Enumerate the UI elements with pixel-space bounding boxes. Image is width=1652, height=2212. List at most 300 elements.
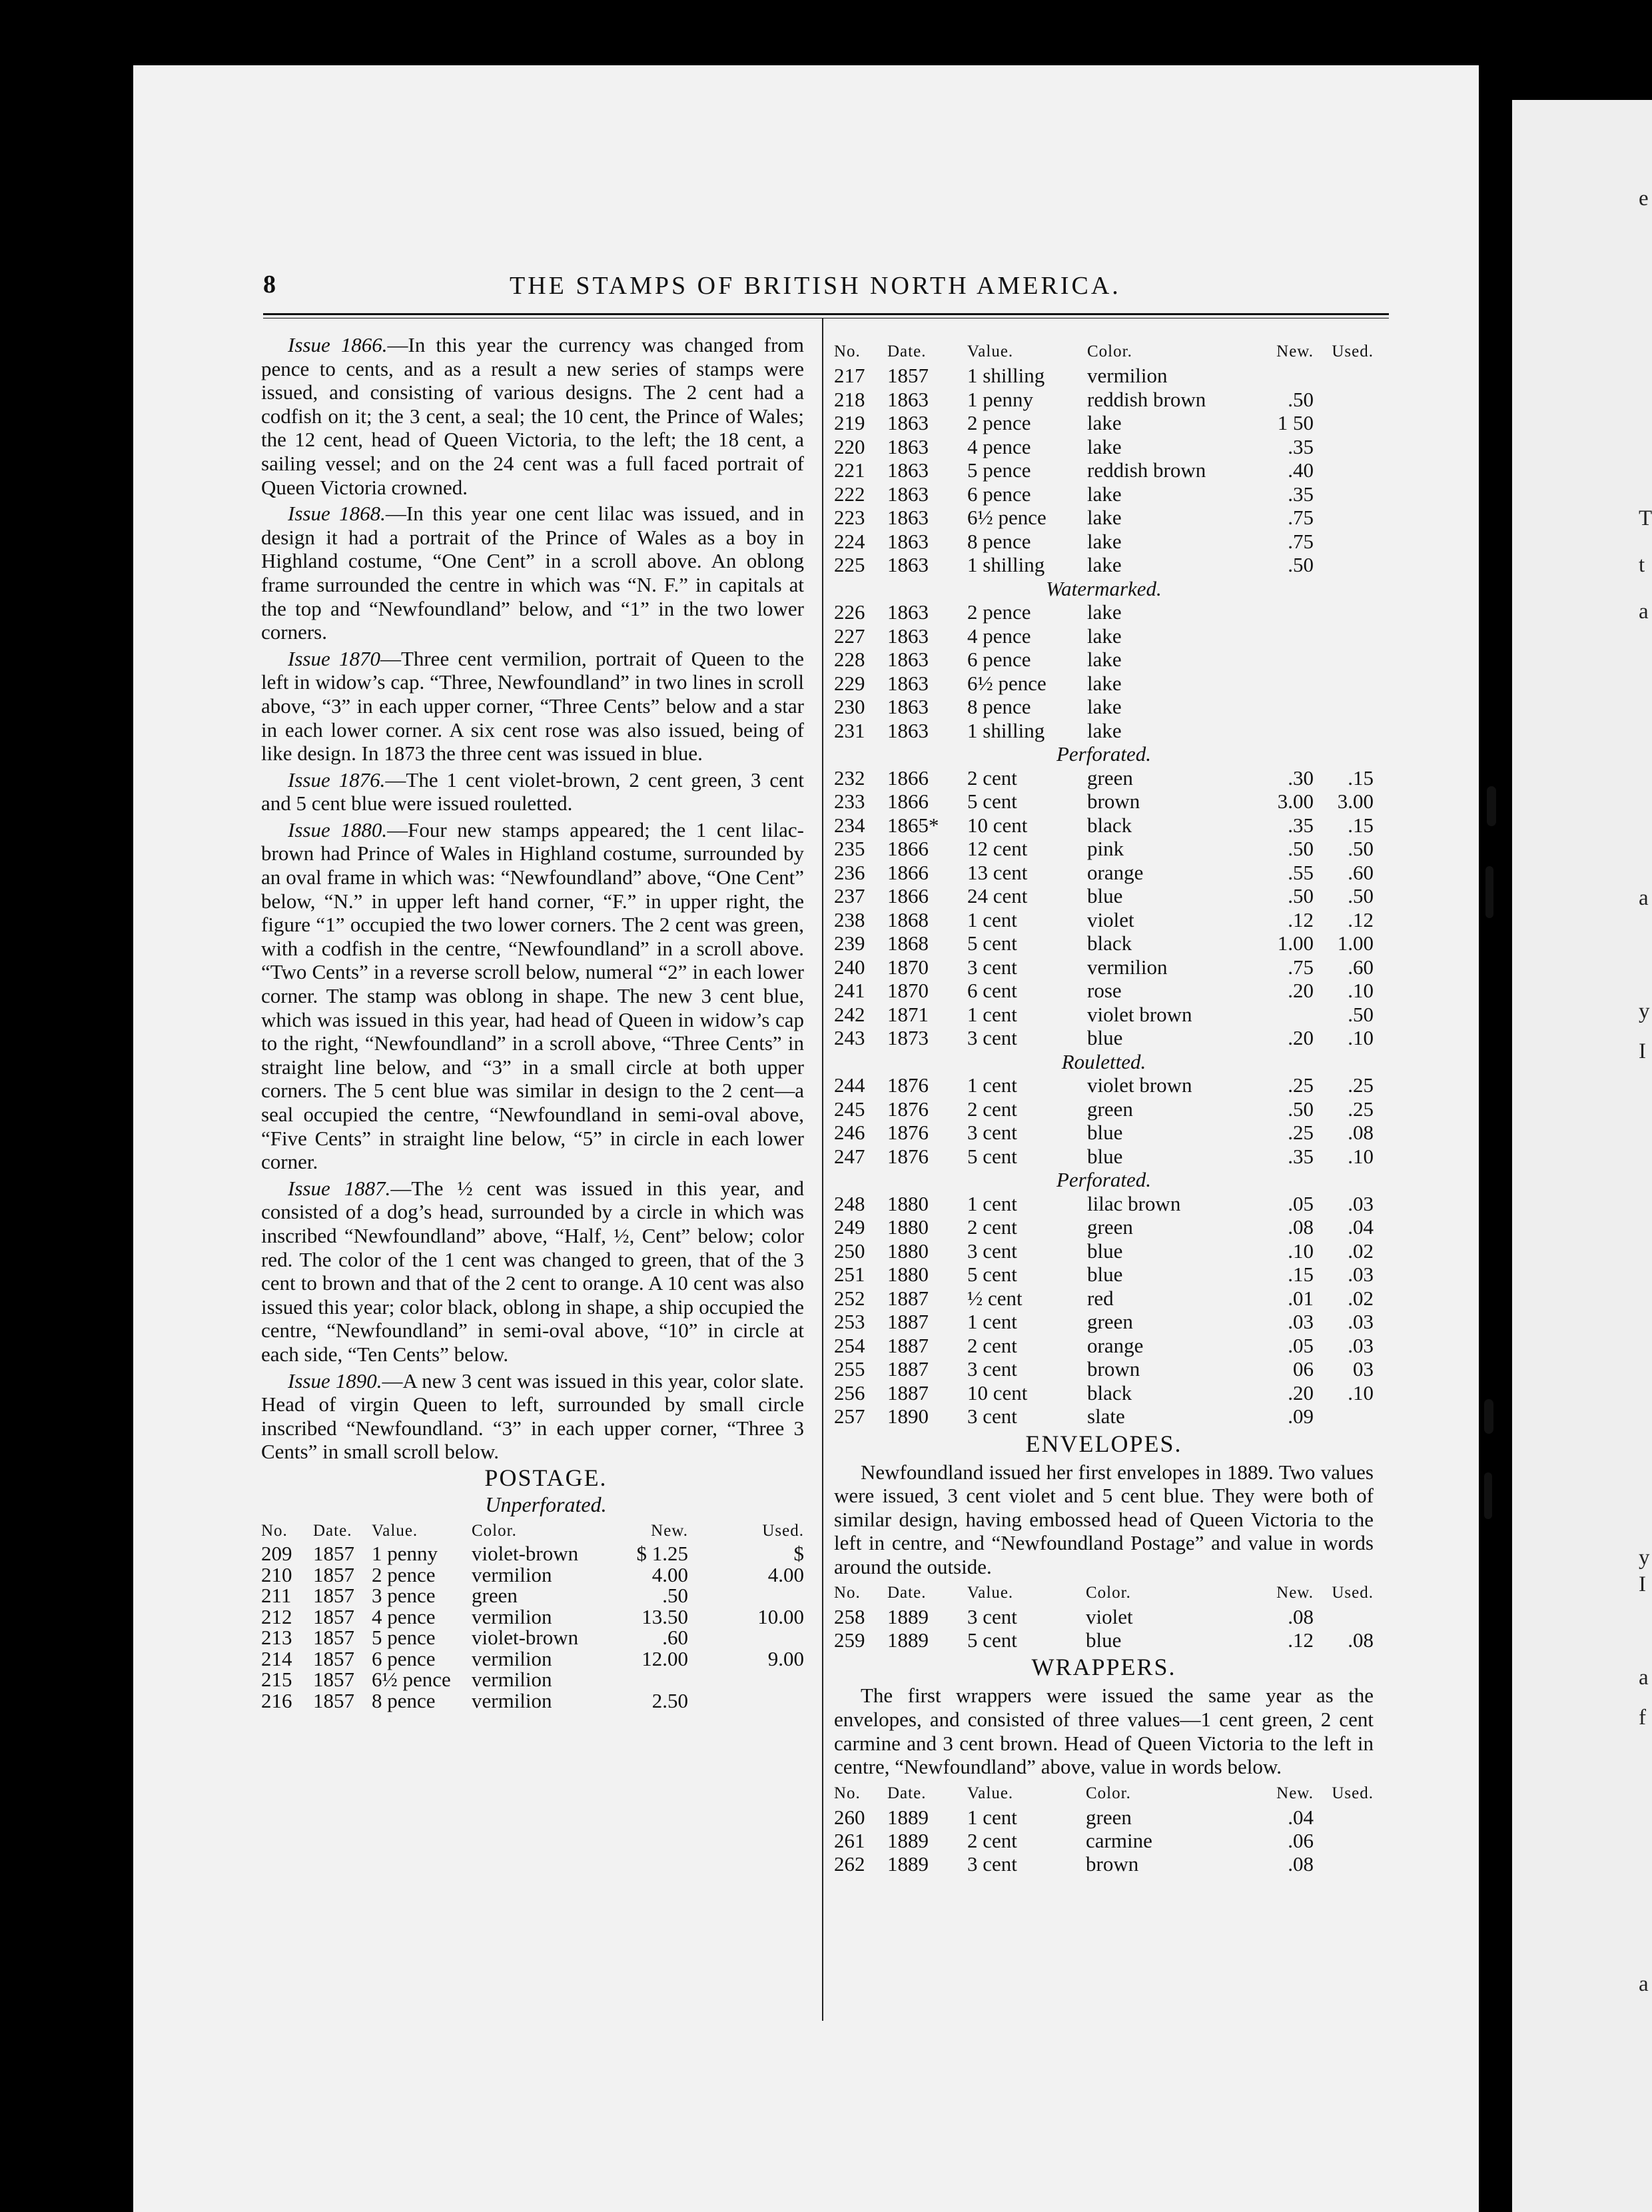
issue-text: —The ½ cent was issued in this year, and consisted of a dog’s head, surrounded by a circle in which was inscribed “Newfoundland” above, “Half, ½, Cent” below; color red. The color of the 1 cent was changed to green, that of the 3 cent to brown and that of the 2 cent to orange. A 10 cent was also issued this year; color black, oblong in shape, a ship occupied the centre, “Newfoundland” in semi-oval above, “10” in circle at each side, “Ten Cents” below.	[261, 1176, 804, 1366]
table-row	[834, 1310, 1374, 1334]
table-header-row	[834, 340, 1374, 364]
cell-used: .08	[1348, 1121, 1374, 1144]
cell-value: ½ cent	[967, 1286, 1023, 1310]
col-new: New.	[651, 1522, 688, 1540]
col-date: Date.	[313, 1522, 352, 1540]
cell-date: 1857	[313, 1688, 354, 1712]
cell-used: .04	[1348, 1215, 1374, 1239]
cell-new: .20	[1288, 979, 1314, 1002]
cell-color: vermilion	[472, 1688, 552, 1712]
table-row	[834, 388, 1374, 412]
subsection-title: Watermarked.	[1046, 576, 1162, 600]
cell-no: 244	[834, 1073, 865, 1097]
cell-date: 1887	[887, 1286, 929, 1310]
cell-date: 1857	[313, 1584, 354, 1608]
cell-used: .25	[1348, 1097, 1374, 1121]
edge-fragment: a	[1639, 1972, 1649, 1996]
subsection-title: Rouletted.	[1061, 1049, 1146, 1073]
cell-value: 13 cent	[967, 860, 1028, 884]
cell-value: 3 pence	[372, 1584, 436, 1608]
cell-no: 251	[834, 1263, 865, 1286]
table-row	[834, 364, 1374, 388]
table-row	[834, 1215, 1374, 1239]
cell-used: 4.00	[767, 1562, 804, 1586]
cell-no: 253	[834, 1310, 865, 1333]
cell-new: $ 1.25	[636, 1542, 688, 1566]
cell-value: 2 pence	[967, 600, 1031, 624]
cell-used: .60	[1348, 860, 1374, 884]
cell-new: .50	[662, 1584, 688, 1608]
cell-value: 1 cent	[967, 1805, 1017, 1829]
cell-color: carmine	[1086, 1828, 1152, 1852]
right-column	[834, 340, 1374, 1876]
cell-date: 1866	[887, 884, 929, 907]
col-new: New.	[1276, 1784, 1314, 1802]
cell-no: 242	[834, 1002, 865, 1026]
cell-color: lilac brown	[1087, 1191, 1181, 1215]
cell-new: .25	[1288, 1121, 1314, 1144]
cell-new: 1.00	[1277, 931, 1314, 955]
cell-no: 236	[834, 860, 865, 884]
table-row	[834, 766, 1374, 790]
table-row	[834, 553, 1374, 577]
postage-subheading: Unperforated.	[485, 1492, 607, 1516]
cell-value: 4 pence	[372, 1604, 436, 1628]
cell-new: .25	[1288, 1073, 1314, 1097]
cell-used	[1314, 458, 1374, 482]
table-row	[834, 482, 1374, 506]
cell-date: 1887	[887, 1381, 929, 1404]
cell-color: vermilion	[472, 1604, 552, 1628]
cell-color: brown	[1087, 1357, 1140, 1381]
cell-value: 5 pence	[372, 1626, 436, 1650]
cell-used	[1314, 648, 1374, 672]
cell-date: 1857	[313, 1562, 354, 1586]
cell-color: violet brown	[1087, 1002, 1192, 1026]
cell-date: 1889	[887, 1805, 929, 1829]
cell-used: .03	[1348, 1310, 1374, 1333]
cell-used	[1314, 672, 1374, 696]
cell-date: 1890	[887, 1404, 929, 1428]
table-row	[834, 1357, 1374, 1381]
cell-new: .04	[1288, 1805, 1314, 1829]
issue-text: —A new 3 cent was issued in this year, color slate. Head of virgin Queen to left, surrounded by small circle inscribed “Newfoundland. “3” in each upper corner, “Three 3 Cents” in small scroll below.	[261, 1369, 804, 1464]
table-row	[834, 884, 1374, 908]
cell-value: 6 pence	[372, 1646, 436, 1670]
col-value: Value.	[967, 1784, 1014, 1802]
postage-heading: POSTAGE.	[484, 1464, 608, 1491]
cell-color: lake	[1087, 671, 1122, 695]
issue-label: Issue 1876.	[288, 768, 386, 792]
table-row	[261, 1564, 804, 1586]
cell-color: red	[1087, 1286, 1114, 1310]
edge-fragment: y	[1639, 999, 1650, 1023]
edge-fragment: a	[1639, 886, 1649, 910]
spine-mark	[1485, 866, 1493, 918]
cell-no: 224	[834, 529, 865, 553]
cell-no: 250	[834, 1239, 865, 1263]
cell-value: 2 cent	[967, 766, 1017, 790]
cell-color: green	[1087, 1215, 1133, 1239]
edge-fragment: e	[1639, 187, 1649, 211]
cell-value: 6½ pence	[967, 671, 1046, 695]
cell-new: .40	[1288, 458, 1314, 482]
column-rule	[822, 318, 823, 2021]
cell-new: .75	[1288, 529, 1314, 553]
issue-paragraph	[261, 502, 804, 644]
subsection-title: Perforated.	[1056, 1168, 1152, 1191]
cell-used	[708, 1585, 804, 1606]
cell-date: 1880	[887, 1239, 929, 1263]
cell-used: 9.00	[767, 1646, 804, 1670]
cell-new: .08	[1288, 1215, 1314, 1239]
issue-paragraphs	[261, 333, 804, 1464]
cell-date: 1889	[887, 1628, 929, 1652]
subsection-row	[834, 577, 1374, 601]
cell-new: .08	[1288, 1605, 1314, 1629]
cell-new: 13.50	[641, 1604, 688, 1628]
cell-used: .10	[1348, 979, 1374, 1002]
cell-value: 8 pence	[372, 1688, 436, 1712]
col-no: No.	[834, 342, 861, 360]
edge-fragment: I	[1639, 1039, 1646, 1063]
cell-color: orange	[1087, 1333, 1144, 1357]
wrappers-table	[834, 1782, 1374, 1876]
cell-used	[1314, 1852, 1374, 1876]
cell-no: 232	[834, 766, 865, 790]
cell-value: 2 cent	[967, 1215, 1017, 1239]
cell-color: violet-brown	[472, 1542, 579, 1566]
page-header	[263, 270, 1390, 310]
cell-used: .50	[1348, 837, 1374, 860]
table-row	[261, 1543, 804, 1564]
cell-new: .05	[1288, 1333, 1314, 1357]
cell-used: .10	[1348, 1381, 1374, 1404]
col-value: Value.	[967, 342, 1014, 360]
col-color: Color.	[1086, 1784, 1131, 1802]
table-row	[834, 931, 1374, 955]
cell-date: 1887	[887, 1357, 929, 1381]
table-row	[834, 1026, 1374, 1050]
table-row	[834, 1003, 1374, 1027]
table-row	[834, 1381, 1374, 1405]
table-header-row	[261, 1519, 804, 1543]
cell-no: 221	[834, 458, 865, 482]
cell-used: 1.00	[1337, 931, 1374, 955]
table-row	[834, 530, 1374, 554]
issue-label: Issue 1868.	[288, 502, 386, 526]
cell-date: 1876	[887, 1121, 929, 1144]
postage-table-right	[834, 340, 1374, 1428]
cell-value: 5 cent	[967, 931, 1017, 955]
cell-date: 1863	[887, 434, 929, 458]
col-value: Value.	[372, 1522, 418, 1540]
issue-paragraph	[261, 1369, 804, 1464]
cell-color: blue	[1087, 884, 1123, 907]
cell-new: .03	[1288, 1310, 1314, 1333]
cell-color: reddish brown	[1087, 387, 1206, 411]
cell-color: violet-brown	[472, 1626, 579, 1650]
cell-no: 216	[261, 1688, 292, 1712]
cell-no: 230	[834, 695, 865, 718]
cell-date: 1880	[887, 1263, 929, 1286]
table-row	[834, 600, 1374, 624]
edge-fragment: y	[1639, 1546, 1650, 1570]
cell-value: 1 penny	[372, 1542, 438, 1566]
cell-color: rose	[1087, 979, 1122, 1002]
cell-new: 06	[1293, 1357, 1314, 1381]
table-header-row	[834, 1782, 1374, 1806]
cell-used: 3.00	[1337, 790, 1374, 813]
issue-paragraph	[261, 333, 804, 499]
cell-new: .05	[1288, 1191, 1314, 1215]
page-number: 8	[263, 271, 276, 298]
cell-no: 209	[261, 1542, 292, 1566]
cell-color: green	[1087, 1097, 1133, 1121]
issue-paragraph	[261, 647, 804, 766]
cell-used	[708, 1690, 804, 1712]
table-row	[834, 435, 1374, 459]
cell-color: lake	[1087, 718, 1122, 742]
cell-new: 3.00	[1277, 790, 1314, 813]
col-used: Used.	[1332, 342, 1374, 360]
table-row	[834, 1806, 1374, 1829]
cell-value: 2 cent	[967, 1828, 1017, 1852]
cell-used: .02	[1348, 1286, 1374, 1310]
cell-date: 1866	[887, 766, 929, 790]
cell-no: 226	[834, 600, 865, 624]
cell-no: 223	[834, 506, 865, 529]
cell-date: 1865*	[887, 813, 939, 837]
col-date: Date.	[887, 1584, 927, 1602]
cell-date: 1876	[887, 1144, 929, 1168]
cell-value: 5 cent	[967, 1144, 1017, 1168]
cell-value: 4 pence	[967, 434, 1031, 458]
cell-color: vermilion	[472, 1562, 552, 1586]
cell-no: 243	[834, 1026, 865, 1049]
table-row	[834, 1073, 1374, 1097]
cell-new: 4.00	[651, 1562, 688, 1586]
cell-color: lake	[1087, 648, 1122, 671]
cell-value: 1 cent	[967, 907, 1017, 931]
col-color: Color.	[1086, 1584, 1131, 1602]
cell-used	[1314, 719, 1374, 743]
cell-new: 12.00	[641, 1646, 688, 1670]
cell-date: 1873	[887, 1026, 929, 1049]
table-row	[261, 1606, 804, 1628]
cell-color: vermilion	[1087, 955, 1168, 979]
col-new: New.	[1276, 342, 1314, 360]
cell-date: 1887	[887, 1333, 929, 1357]
issue-text: —In this year one cent lilac was issued, and in design it had a portrait of the Prince of Wales as a boy in Highland costume, “One Cent” in a scroll above. An oblong frame surrounded the centre in which was “N. F.” in capitals at the top and “Newfoundland” below, and “1” in the two lower corners.	[261, 502, 804, 644]
cell-new: .10	[1288, 1239, 1314, 1263]
cell-color: green	[1087, 1310, 1133, 1333]
table-row	[834, 1852, 1374, 1876]
table-row	[834, 1145, 1374, 1169]
cell-new: .35	[1288, 1144, 1314, 1168]
cell-new: 2.50	[651, 1688, 688, 1712]
cell-no: 228	[834, 648, 865, 671]
edge-fragment: a	[1639, 1666, 1649, 1690]
cell-used	[1314, 553, 1374, 577]
cell-new: .08	[1288, 1852, 1314, 1876]
cell-new: .50	[1288, 837, 1314, 860]
cell-value: 5 cent	[967, 1263, 1017, 1286]
cell-no: 255	[834, 1357, 865, 1381]
cell-value: 3 cent	[967, 1404, 1017, 1428]
edge-fragment: f	[1639, 1706, 1646, 1730]
issue-paragraph	[261, 768, 804, 816]
cell-no: 239	[834, 931, 865, 955]
cell-new: 1 50	[1277, 411, 1314, 434]
col-color: Color.	[1087, 342, 1132, 360]
cell-color: blue	[1086, 1628, 1122, 1652]
cell-no: 241	[834, 979, 865, 1002]
cell-new: .12	[1288, 1628, 1314, 1652]
cell-color: blue	[1087, 1144, 1123, 1168]
cell-used: .10	[1348, 1144, 1374, 1168]
table-row	[834, 1192, 1374, 1216]
cell-color: lake	[1087, 695, 1122, 718]
cell-value: 6 pence	[967, 482, 1031, 506]
cell-value: 3 cent	[967, 1852, 1017, 1876]
cell-no: 219	[834, 411, 865, 434]
cell-new	[1247, 364, 1314, 388]
cell-value: 10 cent	[967, 1381, 1028, 1404]
cell-value: 2 cent	[967, 1333, 1017, 1357]
subsection-row	[834, 742, 1374, 766]
issue-label: Issue 1880.	[288, 818, 388, 841]
edge-fragment: T	[1639, 506, 1652, 530]
cell-no: 218	[834, 387, 865, 411]
cell-used: 03	[1353, 1357, 1374, 1381]
cell-color: vermilion	[1087, 364, 1168, 387]
cell-no: 245	[834, 1097, 865, 1121]
cell-date: 1857	[313, 1604, 354, 1628]
cell-color: lake	[1087, 553, 1122, 576]
table-row	[834, 672, 1374, 696]
cell-used	[1314, 506, 1374, 530]
table-row	[834, 506, 1374, 530]
cell-used	[1314, 482, 1374, 506]
table-row	[834, 1263, 1374, 1287]
table-row	[834, 458, 1374, 482]
header-rule	[263, 313, 1389, 318]
col-no: No.	[261, 1522, 288, 1540]
cell-date: 1866	[887, 837, 929, 860]
cell-date: 1857	[313, 1626, 354, 1650]
cell-no: 259	[834, 1628, 865, 1652]
cell-no: 240	[834, 955, 865, 979]
cell-value: 4 pence	[967, 624, 1031, 648]
cell-no: 215	[261, 1668, 292, 1692]
cell-no: 260	[834, 1805, 865, 1829]
cell-no: 225	[834, 553, 865, 576]
cell-value: 8 pence	[967, 529, 1031, 553]
cell-used: .03	[1348, 1333, 1374, 1357]
cell-date: 1857	[313, 1542, 354, 1566]
cell-value: 3 cent	[967, 1121, 1017, 1144]
cell-new: .06	[1288, 1828, 1314, 1852]
cell-no: 211	[261, 1584, 292, 1608]
cell-date: 1863	[887, 482, 929, 506]
cell-no: 231	[834, 718, 865, 742]
cell-value: 24 cent	[967, 884, 1028, 907]
cell-no: 213	[261, 1626, 292, 1650]
cell-value: 3 cent	[967, 1357, 1017, 1381]
col-date: Date.	[887, 342, 927, 360]
issue-label: Issue 1887.	[288, 1176, 391, 1200]
table-row	[834, 1287, 1374, 1311]
table-header-row	[834, 1581, 1374, 1605]
cell-new	[1247, 1003, 1314, 1027]
issue-paragraph	[261, 818, 804, 1174]
cell-date: 1866	[887, 790, 929, 813]
cell-color: lake	[1087, 506, 1122, 529]
wrappers-text: The first wrappers were issued the same year as the envelopes, and consisted of three values—1 cent green, 2 cent carmine and 3 cent brown. Head of Queen Victoria to the left in centre, “Newfoundland” above, value in words below.	[834, 1684, 1374, 1779]
cell-used: .50	[1348, 884, 1374, 907]
cell-color: lake	[1087, 529, 1122, 553]
cell-new: .09	[1288, 1404, 1314, 1428]
cell-value: 1 shilling	[967, 553, 1045, 576]
cell-date: 1868	[887, 931, 929, 955]
cell-new: .20	[1288, 1381, 1314, 1404]
table-row	[834, 719, 1374, 743]
cell-used	[1314, 530, 1374, 554]
cell-color: black	[1087, 1381, 1132, 1404]
cell-new: .01	[1288, 1286, 1314, 1310]
cell-new	[1247, 695, 1314, 719]
table-row	[261, 1585, 804, 1606]
cell-date: 1857	[313, 1668, 354, 1692]
cell-no: 238	[834, 907, 865, 931]
issue-text: —The 1 cent violet-brown, 2 cent green, 3 cent and 5 cent blue were issued rouletted.	[261, 768, 804, 816]
edge-fragment: I	[1639, 1572, 1646, 1596]
cell-used: .60	[1348, 955, 1374, 979]
cell-date: 1857	[887, 364, 929, 387]
table-row	[834, 1097, 1374, 1121]
table-row	[834, 411, 1374, 435]
cell-no: 235	[834, 837, 865, 860]
cell-value: 1 cent	[967, 1191, 1017, 1215]
cell-new: .20	[1288, 1026, 1314, 1049]
cell-color: violet	[1086, 1605, 1133, 1629]
spine-mark	[1487, 786, 1496, 826]
cell-date: 1863	[887, 529, 929, 553]
cell-no: 217	[834, 364, 865, 387]
table-row	[834, 979, 1374, 1003]
col-used: Used.	[762, 1522, 804, 1540]
cell-no: 262	[834, 1852, 865, 1876]
cell-new: .60	[662, 1626, 688, 1650]
cell-date: 1863	[887, 695, 929, 718]
left-column	[261, 333, 804, 1711]
cell-value: 6 cent	[967, 979, 1017, 1002]
cell-no: 227	[834, 624, 865, 648]
table-row	[261, 1669, 804, 1690]
table-row	[261, 1690, 804, 1712]
issue-label: Issue 1870	[288, 646, 380, 670]
cell-used: .15	[1348, 813, 1374, 837]
cell-no: 214	[261, 1646, 292, 1670]
cell-new: .50	[1288, 387, 1314, 411]
cell-value: 2 pence	[967, 411, 1031, 434]
cell-no: 233	[834, 790, 865, 813]
cell-color: blue	[1087, 1239, 1123, 1263]
cell-value: 1 shilling	[967, 364, 1045, 387]
cell-color: blue	[1087, 1026, 1123, 1049]
cell-new	[1247, 648, 1314, 672]
